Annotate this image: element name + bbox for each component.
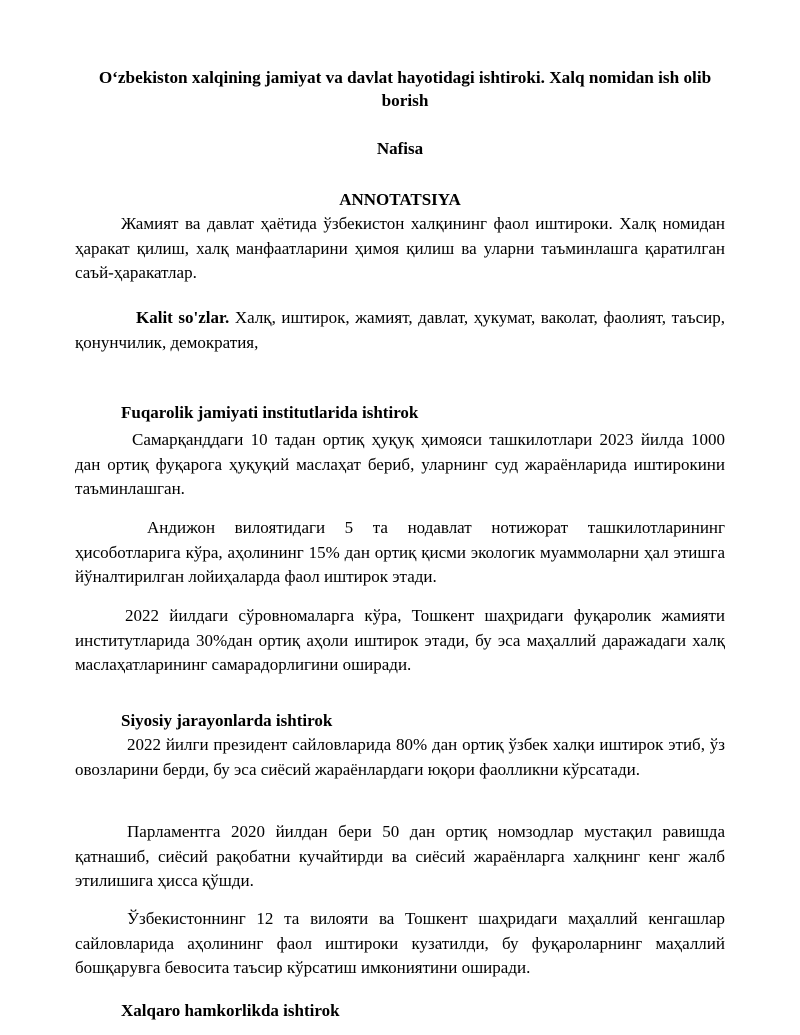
- annotation-heading: ANNOTATSIYA: [339, 190, 461, 209]
- paragraph-samarkand: Самарқанддаги 10 тадан ортиқ ҳуқуқ ҳимояси ташкилотлари 2023 йилда 1000 дан ортиқ фуқарога ҳуқуқий маслаҳат бериб, уларнинг суд жараёнларида иштирокини таъминлашган.: [75, 430, 725, 499]
- keywords-paragraph: [75, 306, 725, 355]
- keywords-label: Kalit so'zlar.: [136, 308, 230, 327]
- section-heading-political: Siyosiy jarayonlarda ishtirok: [121, 711, 333, 730]
- paragraph-local-councils: Ўзбекистоннинг 12 та вилояти ва Тошкент шаҳридаги маҳаллий кенгашлар сайловларида аҳолининг фаол иштироки кузатилди, бу фуқароларнинг маҳаллий бошқарувга бевосита таъсир кўрсатиш имкониятини оширади.: [75, 909, 725, 978]
- section-heading-international: Xalqaro hamkorlikda ishtirok: [121, 1001, 340, 1020]
- paragraph-parliament-2020: Парламентга 2020 йилдан бери 50 дан ортиқ номзодлар мустақил равишда қатнашиб, сиёсий рақобатни кучайтирди ва сиёсий жараёнларга халқнинг кенг жалб этилишига ҳисса қўшди.: [75, 822, 725, 891]
- annotation-text: Жамият ва давлат ҳаётида ўзбекистон халқининг фаол иштироки. Халқ номидан ҳаракат қилиш, халқ манфаатларини ҳимоя қилиш ва уларни таъминлашга қаратилган саъй-ҳаракатлар.: [75, 214, 725, 283]
- paragraph-elections-2022: 2022 йилги президент сайловларида 80% дан ортиқ ўзбек халқи иштирок этиб, ўз овозларини берди, бу эса сиёсий жараёнлардаги юқори фаолликни кўрсатади.: [75, 735, 725, 779]
- paragraph-tashkent: 2022 йилдаги сўровномаларга кўра, Тошкент шаҳридаги фуқаролик жамияти институтларида 30%дан ортиқ аҳоли иштирок этади, бу эса маҳаллий даражадаги халқ маслаҳатларининг самарадорлигини оширади.: [75, 606, 725, 675]
- keywords-text: Халқ, иштирок, жамият, давлат, ҳукумат, ваколат, фаолият, таъсир, қонунчилик, демократия,: [75, 308, 725, 352]
- section-heading-civil-society: Fuqarolik jamiyati institutlarida ishtirok: [121, 403, 419, 422]
- author-name: Nafisa: [376, 139, 424, 158]
- document-title: Oʻzbekiston xalqining jamiyat va davlat hayotidagi ishtiroki. Xalq nomidan ish olib borish: [98, 68, 712, 110]
- paragraph-andijan: Андижон вилоятидаги 5 та нодавлат нотижорат ташкилотларининг ҳисоботларига кўра, аҳолининг 15% дан ортиқ қисми экологик муаммоларни ҳал этишга йўналтирилган лойиҳаларда фаол иштирок этади.: [75, 518, 725, 587]
